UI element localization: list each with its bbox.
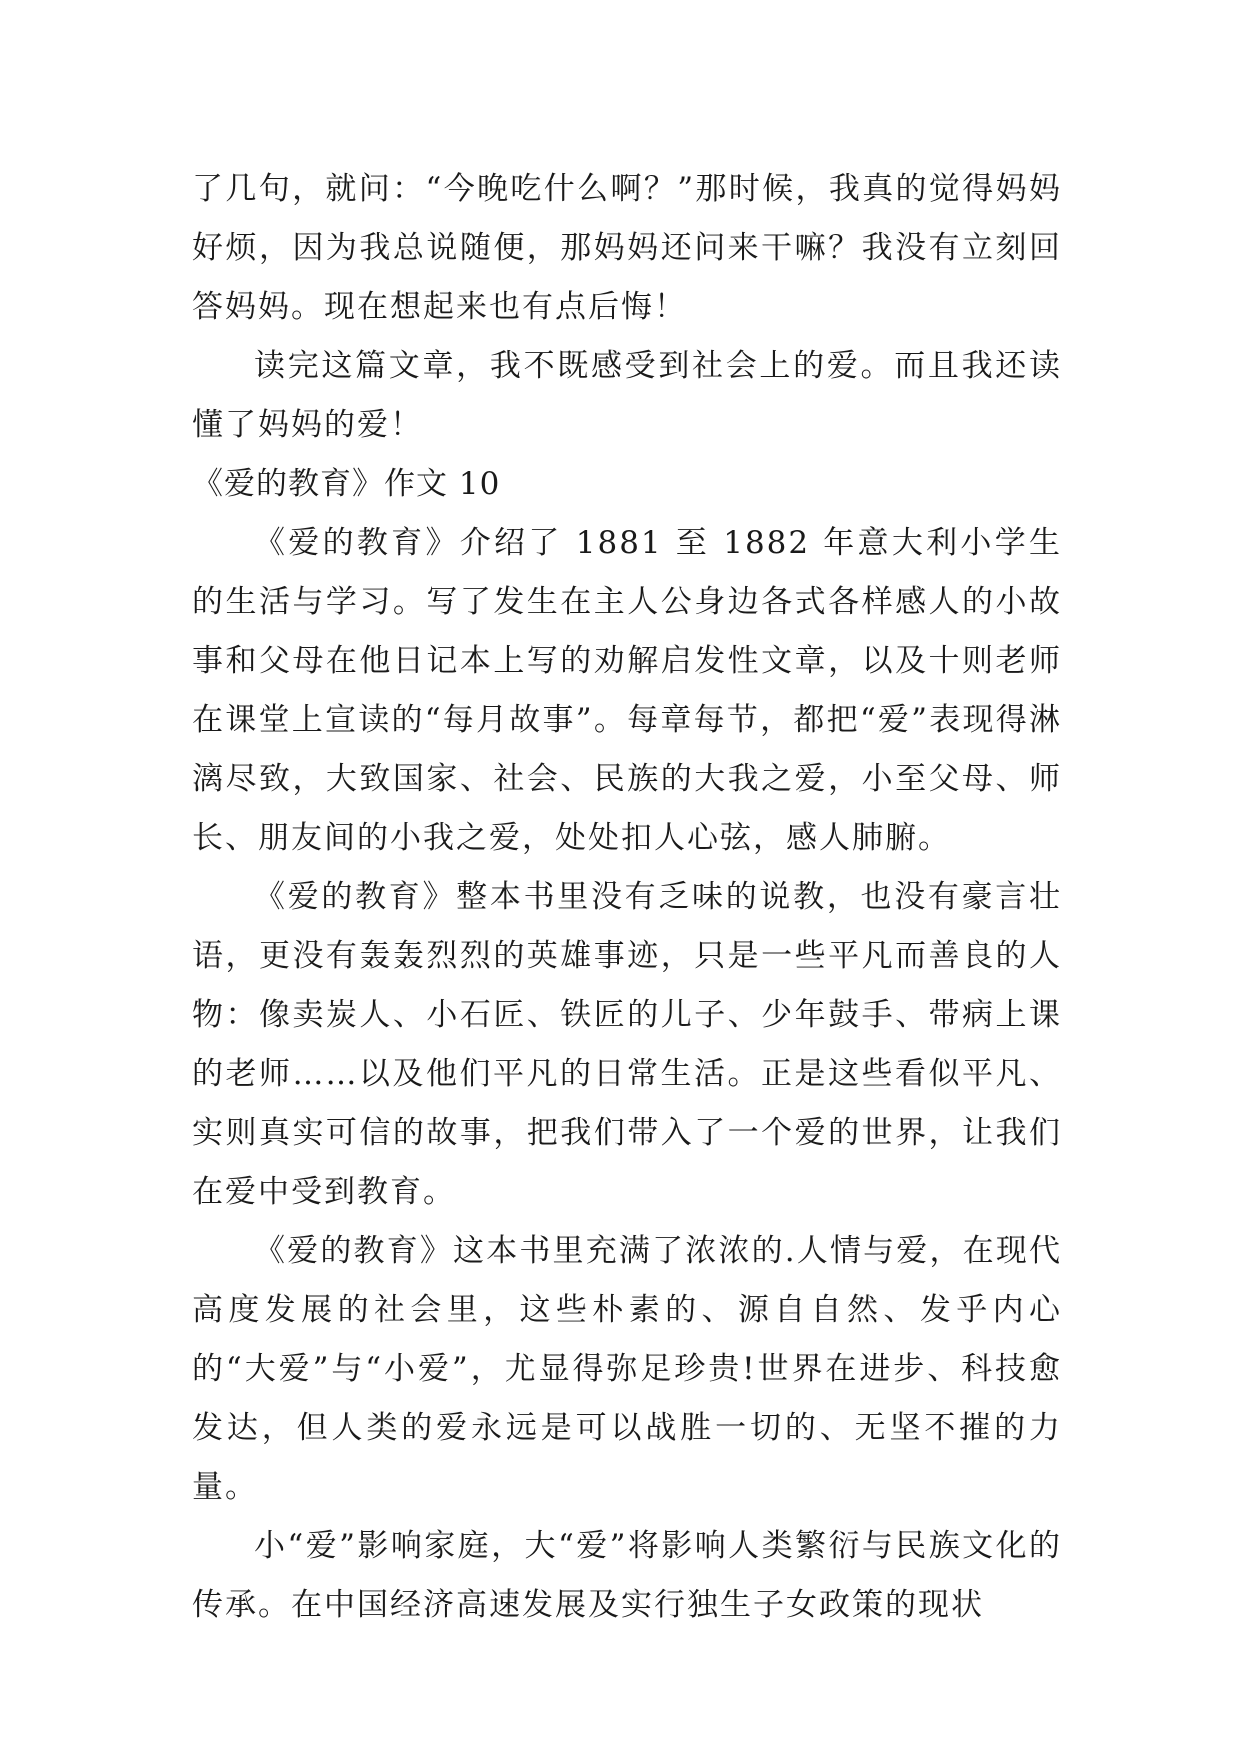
paragraph-reflection: 读完这篇文章，我不既感受到社会上的爱。而且我还读懂了妈妈的爱！ <box>192 348 1062 443</box>
paragraph-continued: 了几句，就问：“今晚吃什么啊？”那时候，我真的觉得妈妈好烦，因为我总说随便，那妈妈还问来干嘛？我没有立刻回答妈妈。现在想起来也有点后悔！ <box>192 171 1062 325</box>
paragraph-family: 小“爱”影响家庭，大“爱”将影响人类繁衍与民族文化的传承。在中国经济高速发展及实行独生子女政策的现状 <box>192 1528 1062 1623</box>
paragraph-intro: 《爱的教育》介绍了 1881 至 1882 年意大利小学生的生活与学习。写了发生在主人公身边各式各样感人的小故事和父母在他日记本上写的劝解启发性文章，以及十则老师在课堂上宣读的“每月故事”。每章每节，都把“爱”表现得淋漓尽致，大致国家、社会、民族的大我之爱，小至父母、师长、朋友间的小我之爱，处处扣人心弦，感人肺腑。 <box>192 525 1062 856</box>
document-body <box>192 160 1062 1635</box>
section-title: 《爱的教育》作文 10 <box>192 466 501 502</box>
paragraph-love: 《爱的教育》这本书里充满了浓浓的.人情与爱，在现代高度发展的社会里，这些朴素的、源自自然、发乎内心的“大爱”与“小爱”，尤显得弥足珍贵!世界在进步、科技愈发达，但人类的爱永远是可以战胜一切的、无坚不摧的力量。 <box>192 1233 1062 1505</box>
paragraph-characters: 《爱的教育》整本书里没有乏味的说教，也没有豪言壮语，更没有轰轰烈烈的英雄事迹，只是一些平凡而善良的人物：像卖炭人、小石匠、铁匠的儿子、少年鼓手、带病上课的老师……以及他们平凡的日常生活。正是这些看似平凡、实则真实可信的故事，把我们带入了一个爱的世界，让我们在爱中受到教育。 <box>192 879 1062 1210</box>
